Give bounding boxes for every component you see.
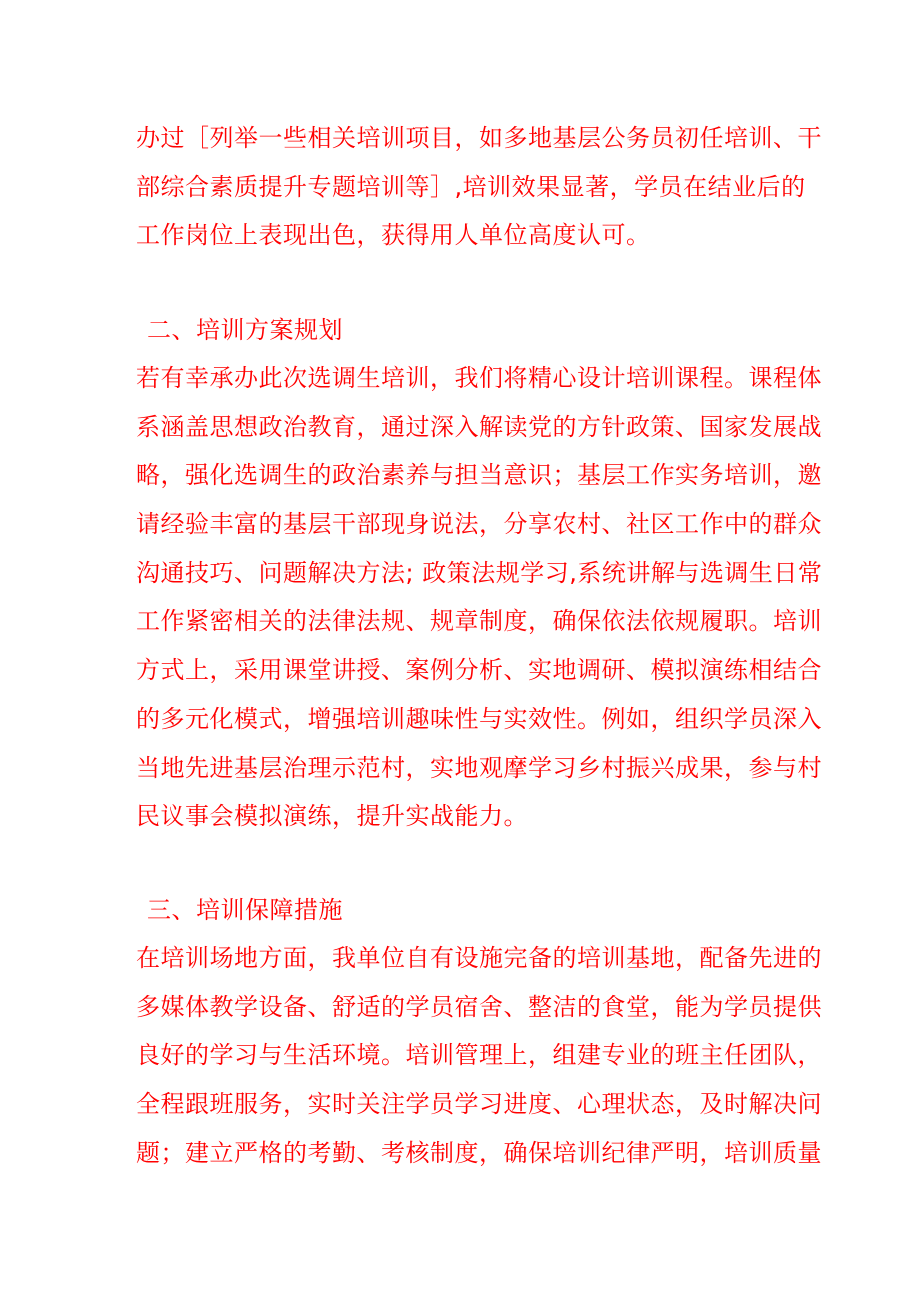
paragraph-line: 多媒体教学设备、舒适的学员宿舍、整洁的食堂，能为学员提供 bbox=[136, 992, 822, 1021]
section-paragraph-training-plan bbox=[136, 354, 823, 841]
paragraph-line: 在培训场地方面，我单位自有设施完备的培训基地，配备先进的 bbox=[136, 944, 822, 972]
paragraph-line: 良好的学习与生活环境。培训管理上，组建专业的班主任团队， bbox=[136, 1041, 822, 1070]
paragraph-line: 题；建立严格的考勤、考核制度，确保培训纪律严明，培训质量 bbox=[136, 1138, 822, 1167]
paragraph-line: 当地先进基层治理示范村，实地观摩学习乡村振兴成果，参与村 bbox=[136, 753, 822, 782]
paragraph-line: 部综合素质提升专题培训等］,培训效果显著，学员在结业后的 bbox=[136, 172, 806, 201]
paragraph-line: 办过［列举一些相关培训项目，如多地基层公务员初任培训、干 bbox=[136, 124, 822, 152]
paragraph-line: 工作岗位上表现出色，获得用人单位高度认可。 bbox=[136, 221, 651, 250]
paragraph-line: 沟通技巧、问题解决方法; 政策法规学习,系统讲解与选调生日常 bbox=[136, 558, 823, 587]
paragraph-line: 工作紧密相关的法律法规、规章制度，确保依法依规履职。培训 bbox=[136, 607, 822, 636]
paragraph-line: 略，强化选调生的政治素养与担当意识；基层工作实务培训，邀 bbox=[136, 461, 822, 490]
paragraph-line: 方式上，采用课堂讲授、案例分析、实地调研、模拟演练相结合 bbox=[136, 656, 822, 685]
paragraph-line: 的多元化模式，增强培训趣味性与实效性。例如，组织学员深入 bbox=[136, 704, 822, 733]
paragraph-line: 全程跟班服务，实时关注学员学习进度、心理状态，及时解决问 bbox=[136, 1090, 822, 1119]
intro-paragraph bbox=[136, 114, 822, 260]
paragraph-line: 系涵盖思想政治教育，通过深入解读党的方针政策、国家发展战 bbox=[136, 412, 822, 441]
section-heading-training-support: 三、培训保障措施 bbox=[147, 896, 343, 924]
paragraph-line: 民议事会模拟演练，提升实战能力。 bbox=[136, 802, 528, 831]
section-heading-training-plan: 二、培训方案规划 bbox=[147, 316, 343, 344]
paragraph-line: 若有幸承办此次选调生培训，我们将精心设计培训课程。课程体 bbox=[136, 364, 822, 392]
section-paragraph-training-support bbox=[136, 934, 822, 1177]
paragraph-line: 请经验丰富的基层干部现身说法，分享农村、社区工作中的群众 bbox=[136, 510, 822, 539]
